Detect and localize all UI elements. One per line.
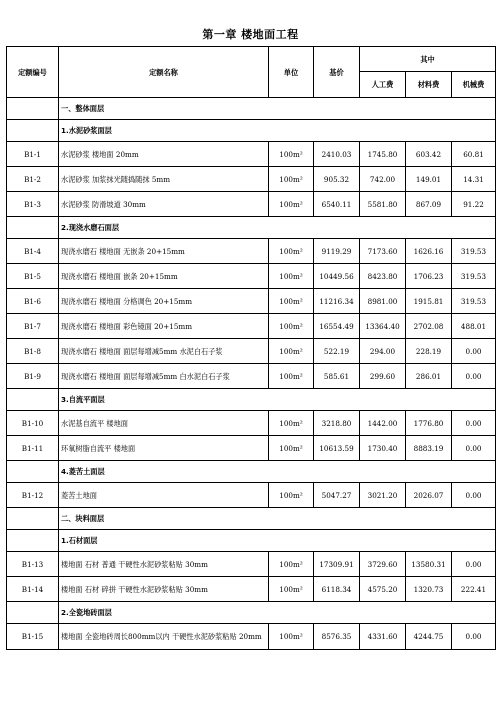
quota-code: B1-9 xyxy=(7,364,59,389)
quota-code: B1-7 xyxy=(7,314,59,339)
quota-name: 环氧树脂自流平 楼地面 xyxy=(59,436,269,461)
section-title: 一、整体面层 xyxy=(59,98,496,120)
machine-cost: 319.53 xyxy=(452,289,496,314)
labor-cost: 299.60 xyxy=(360,364,406,389)
base-price: 10449.56 xyxy=(314,264,360,289)
quota-code: B1-12 xyxy=(7,483,59,508)
header-row-1 xyxy=(7,47,496,72)
machine-cost: 0.00 xyxy=(452,624,496,650)
labor-cost: 13364.40 xyxy=(360,314,406,339)
quota-code: B1-1 xyxy=(7,142,59,167)
quota-code: B1-11 xyxy=(7,436,59,461)
quota-code: B1-5 xyxy=(7,264,59,289)
machine-cost: 0.00 xyxy=(452,364,496,389)
material-cost: 149.01 xyxy=(406,167,452,192)
table-row xyxy=(7,264,496,289)
material-cost: 867.09 xyxy=(406,192,452,217)
quota-code: B1-2 xyxy=(7,167,59,192)
machine-cost: 60.81 xyxy=(452,142,496,167)
table-row xyxy=(7,289,496,314)
header-material: 材料费 xyxy=(406,72,452,98)
quota-code: B1-10 xyxy=(7,411,59,436)
labor-cost: 742.00 xyxy=(360,167,406,192)
unit: 100m² xyxy=(269,624,314,650)
table-row xyxy=(7,192,496,217)
table-row xyxy=(7,142,496,167)
table-row xyxy=(7,411,496,436)
labor-cost: 7173.60 xyxy=(360,239,406,264)
section-code-cell xyxy=(7,461,59,483)
section-code-cell xyxy=(7,389,59,411)
header-name: 定额名称 xyxy=(59,47,269,98)
unit: 100m² xyxy=(269,289,314,314)
base-price: 585.61 xyxy=(314,364,360,389)
labor-cost: 1730.40 xyxy=(360,436,406,461)
unit: 100m² xyxy=(269,314,314,339)
table-row xyxy=(7,624,496,650)
base-price: 6118.34 xyxy=(314,577,360,602)
labor-cost: 1442.00 xyxy=(360,411,406,436)
material-cost: 1776.80 xyxy=(406,411,452,436)
unit: 100m² xyxy=(269,339,314,364)
quota-code: B1-8 xyxy=(7,339,59,364)
section-code-cell xyxy=(7,508,59,530)
section-title: 2.全瓷地砖面层 xyxy=(59,602,496,624)
base-price: 11216.34 xyxy=(314,289,360,314)
quota-name: 水泥砂浆 楼地面 20mm xyxy=(59,142,269,167)
section-title: 二、块料面层 xyxy=(59,508,496,530)
quota-name: 现浇水磨石 楼地面 面层每增减5mm 白水泥白石子浆 xyxy=(59,364,269,389)
section-row xyxy=(7,508,496,530)
material-cost: 2026.07 xyxy=(406,483,452,508)
base-price: 10613.59 xyxy=(314,436,360,461)
section-code-cell xyxy=(7,98,59,120)
header-unit: 单位 xyxy=(269,47,314,98)
labor-cost: 3729.60 xyxy=(360,552,406,577)
base-price: 6540.11 xyxy=(314,192,360,217)
material-cost: 13580.31 xyxy=(406,552,452,577)
base-price: 5047.27 xyxy=(314,483,360,508)
section-code-cell xyxy=(7,602,59,624)
base-price: 905.32 xyxy=(314,167,360,192)
labor-cost: 3021.20 xyxy=(360,483,406,508)
quota-table xyxy=(6,46,496,650)
quota-name: 现浇水磨石 楼地面 面层每增减5mm 水泥白石子浆 xyxy=(59,339,269,364)
quota-code: B1-3 xyxy=(7,192,59,217)
table-row xyxy=(7,552,496,577)
table-row xyxy=(7,483,496,508)
labor-cost: 5581.80 xyxy=(360,192,406,217)
unit: 100m² xyxy=(269,483,314,508)
unit: 100m² xyxy=(269,239,314,264)
machine-cost: 91.22 xyxy=(452,192,496,217)
section-row xyxy=(7,530,496,552)
machine-cost: 0.00 xyxy=(452,411,496,436)
material-cost: 1706.23 xyxy=(406,264,452,289)
quota-code: B1-14 xyxy=(7,577,59,602)
section-row xyxy=(7,602,496,624)
quota-name: 水泥砂浆 防滑坡道 30mm xyxy=(59,192,269,217)
quota-name: 楼地面 石材 碎拼 干硬性水泥砂浆粘贴 30mm xyxy=(59,577,269,602)
unit: 100m² xyxy=(269,142,314,167)
unit: 100m² xyxy=(269,192,314,217)
machine-cost: 0.00 xyxy=(452,483,496,508)
labor-cost: 8423.80 xyxy=(360,264,406,289)
quota-name: 菱苦土地面 xyxy=(59,483,269,508)
section-title: 4.菱苦土面层 xyxy=(59,461,496,483)
unit: 100m² xyxy=(269,167,314,192)
quota-name: 现浇水磨石 楼地面 无嵌条 20+15mm xyxy=(59,239,269,264)
section-code-cell xyxy=(7,530,59,552)
table-row xyxy=(7,436,496,461)
quota-name: 楼地面 全瓷地砖周长800mm以内 干硬性水泥砂浆粘贴 20mm xyxy=(59,624,269,650)
labor-cost: 4331.60 xyxy=(360,624,406,650)
unit: 100m² xyxy=(269,264,314,289)
base-price: 522.19 xyxy=(314,339,360,364)
unit: 100m² xyxy=(269,577,314,602)
quota-name: 现浇水磨石 楼地面 分格调色 20+15mm xyxy=(59,289,269,314)
table-row xyxy=(7,364,496,389)
section-title: 1.石材面层 xyxy=(59,530,496,552)
labor-cost: 4575.20 xyxy=(360,577,406,602)
quota-name: 现浇水磨石 楼地面 彩色镜面 20+15mm xyxy=(59,314,269,339)
material-cost: 4244.75 xyxy=(406,624,452,650)
base-price: 16554.49 xyxy=(314,314,360,339)
section-title: 1.水泥砂浆面层 xyxy=(59,120,496,142)
labor-cost: 8981.00 xyxy=(360,289,406,314)
base-price: 2410.03 xyxy=(314,142,360,167)
machine-cost: 319.53 xyxy=(452,239,496,264)
material-cost: 228.19 xyxy=(406,339,452,364)
material-cost: 603.42 xyxy=(406,142,452,167)
machine-cost: 0.00 xyxy=(452,339,496,364)
quota-code: B1-15 xyxy=(7,624,59,650)
section-row xyxy=(7,217,496,239)
machine-cost: 222.41 xyxy=(452,577,496,602)
material-cost: 1915.81 xyxy=(406,289,452,314)
section-row xyxy=(7,461,496,483)
header-machine: 机械费 xyxy=(452,72,496,98)
unit: 100m² xyxy=(269,552,314,577)
base-price: 8576.35 xyxy=(314,624,360,650)
header-labor: 人工费 xyxy=(360,72,406,98)
section-title: 2.现浇水磨石面层 xyxy=(59,217,496,239)
header-base-price: 基价 xyxy=(314,47,360,98)
machine-cost: 488.01 xyxy=(452,314,496,339)
section-code-cell xyxy=(7,120,59,142)
material-cost: 1320.73 xyxy=(406,577,452,602)
section-title: 3.自流平面层 xyxy=(59,389,496,411)
material-cost: 1626.16 xyxy=(406,239,452,264)
table-row xyxy=(7,239,496,264)
machine-cost: 0.00 xyxy=(452,436,496,461)
quota-name: 现浇水磨石 楼地面 嵌条 20+15mm xyxy=(59,264,269,289)
quota-name: 水泥砂浆 加浆抹光随捣随抹 5mm xyxy=(59,167,269,192)
material-cost: 286.01 xyxy=(406,364,452,389)
quota-name: 楼地面 石材 普通 干硬性水泥砂浆粘贴 30mm xyxy=(59,552,269,577)
machine-cost: 319.53 xyxy=(452,264,496,289)
material-cost: 2702.08 xyxy=(406,314,452,339)
table-row xyxy=(7,314,496,339)
chapter-title: 第一章 楼地面工程 xyxy=(202,28,299,41)
section-row xyxy=(7,120,496,142)
material-cost: 8883.19 xyxy=(406,436,452,461)
quota-code: B1-4 xyxy=(7,239,59,264)
table-row xyxy=(7,577,496,602)
unit: 100m² xyxy=(269,436,314,461)
section-code-cell xyxy=(7,217,59,239)
quota-name: 水泥基自流平 楼地面 xyxy=(59,411,269,436)
header-of-which: 其中 xyxy=(360,47,496,72)
base-price: 17309.91 xyxy=(314,552,360,577)
machine-cost: 0.00 xyxy=(452,552,496,577)
section-row xyxy=(7,98,496,120)
labor-cost: 294.00 xyxy=(360,339,406,364)
table-row xyxy=(7,339,496,364)
header-code: 定额编号 xyxy=(7,47,59,98)
unit: 100m² xyxy=(269,364,314,389)
machine-cost: 14.31 xyxy=(452,167,496,192)
quota-code: B1-13 xyxy=(7,552,59,577)
base-price: 9119.29 xyxy=(314,239,360,264)
labor-cost: 1745.80 xyxy=(360,142,406,167)
table-row xyxy=(7,167,496,192)
base-price: 3218.80 xyxy=(314,411,360,436)
table-body xyxy=(7,98,496,650)
unit: 100m² xyxy=(269,411,314,436)
section-row xyxy=(7,389,496,411)
quota-code: B1-6 xyxy=(7,289,59,314)
